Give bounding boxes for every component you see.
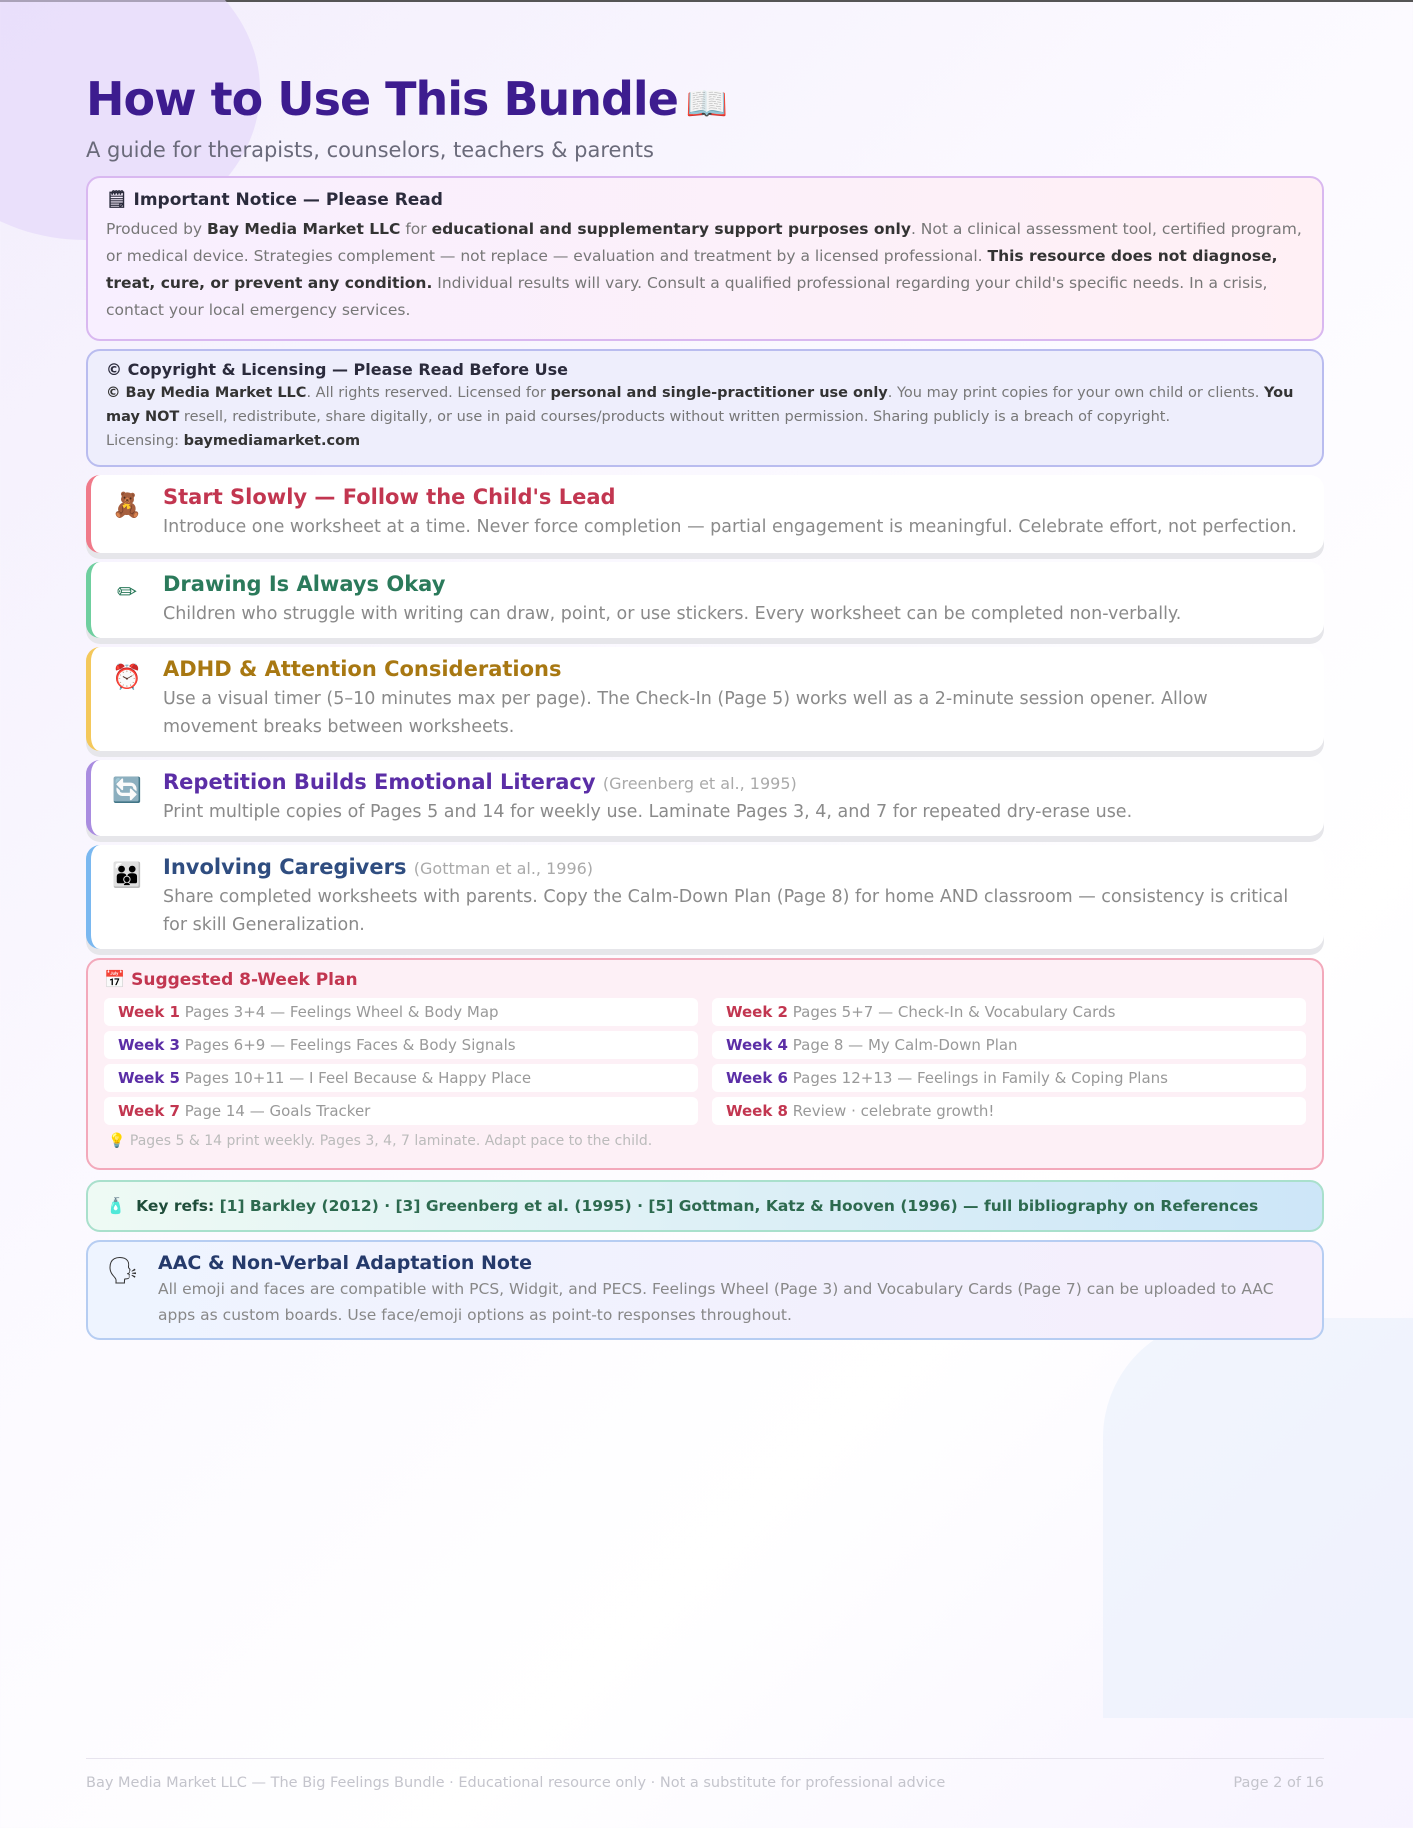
page-title-text: How to Use This Bundle (86, 72, 678, 126)
week-item (712, 998, 1306, 1026)
lightbulb-icon: 💡 (108, 1133, 126, 1149)
teddy-bear-icon: 🧸 (112, 491, 142, 519)
tip-title-text: Involving Caregivers (163, 855, 407, 879)
notice-title-text: Important Notice — Please Read (133, 190, 443, 210)
page-title (86, 72, 727, 126)
copyright-box (86, 349, 1324, 467)
tip-card (86, 475, 1324, 553)
tip-title (163, 572, 1306, 596)
eight-week-plan (86, 958, 1324, 1170)
important-notice (86, 176, 1324, 341)
week-label: Week 6 (726, 1069, 788, 1087)
notice-title (106, 190, 1304, 210)
tip-title-text: Repetition Builds Emotional Literacy (163, 770, 596, 794)
tip-desc: Children who struggle with writing can draw, point, or use stickers. Every worksheet can be completed non-verbally. (163, 604, 1182, 624)
copyright-title: © Copyright & Licensing — Please Read Before Use (106, 360, 569, 379)
week-item (712, 1097, 1306, 1125)
refs-label: Key refs: (136, 1197, 215, 1215)
copyright-text-part: resell, redistribute, share digitally, or use in paid courses/products without written permission. Sharing publicly is a breach of copyright. (179, 409, 1171, 425)
tip-desc: Print multiple copies of Pages 5 and 14 for weekly use. Laminate Pages 3, 4, and 7 for repeated dry-erase use. (163, 802, 1133, 822)
week-desc: Pages 3+4 — Feelings Wheel & Body Map (184, 1003, 499, 1021)
notice-text-part: Individual results will vary. Consult a qualified professional regarding your child's specific needs. In a crisis, contact your local emergency services. (106, 274, 1268, 319)
week-grid (104, 998, 1306, 1125)
copyright-text-part: Licensing: (106, 433, 184, 449)
tip-desc: Introduce one worksheet at a time. Never force completion — partial engagement is meaningful. Celebrate effort, not perfection. (163, 517, 1297, 537)
week-desc: Page 8 — My Calm-Down Plan (792, 1036, 1018, 1054)
week-desc: Review · celebrate growth! (792, 1102, 995, 1120)
week-label: Week 5 (118, 1069, 180, 1087)
aac-note (86, 1240, 1324, 1340)
week-desc: Page 14 — Goals Tracker (184, 1102, 371, 1120)
tip-title (163, 657, 1306, 681)
plan-note (104, 1133, 1306, 1149)
week-desc: Pages 12+13 — Feelings in Family & Coping Plans (792, 1069, 1168, 1087)
page-footer (86, 1758, 1324, 1791)
week-item (712, 1064, 1306, 1092)
plan-note-text: Pages 5 & 14 print weekly. Pages 3, 4, 7 laminate. Adapt pace to the child. (129, 1133, 653, 1149)
copyright-bold: © Bay Media Market LLC (106, 385, 307, 401)
copyright-bold: personal and single-practitioner use only (550, 385, 888, 401)
tip-title (163, 485, 1306, 509)
copyright-text (106, 381, 1304, 453)
tip-card (86, 647, 1324, 751)
week-item (712, 1031, 1306, 1059)
footer-left: Bay Media Market LLC — The Big Feelings Bundle · Educational resource only · Not a substitute for professional advice (86, 1775, 946, 1791)
week-desc: Pages 10+11 — I Feel Because & Happy Place (184, 1069, 532, 1087)
tip-title-text: Start Slowly — Follow the Child's Lead (163, 485, 616, 509)
page-number: Page 2 of 16 (1233, 1775, 1324, 1791)
speaking-head-icon: 🗣 (106, 1256, 140, 1286)
week-label: Week 2 (726, 1003, 788, 1021)
plan-title (104, 970, 1306, 990)
tip-title (163, 770, 1306, 794)
week-item (104, 1097, 698, 1125)
tip-desc: Share completed worksheets with parents. Copy the Calm-Down Plan (Page 8) for home AND classroom — consistency is critical for skill Generalization. (163, 887, 1289, 935)
notice-bold: Bay Media Market LLC (207, 220, 401, 238)
refs-text: [1] Barkley (2012) · [3] Greenberg et al. (1995) · [5] Gottman, Katz & Hooven (1996) — full bibliography on References (219, 1197, 1259, 1215)
week-label: Week 4 (726, 1036, 788, 1054)
notice-text-part: Produced by (106, 220, 208, 238)
tip-cite: (Gottman et al., 1996) (413, 859, 594, 878)
tip-card (86, 562, 1324, 638)
aac-desc: All emoji and faces are compatible with PCS, Widgit, and PECS. Feelings Wheel (Page 3) and Vocabulary Cards (Page 7) can be uploaded to AAC apps as custom boards. Use face/emoji options as point-to responses throughout. (158, 1280, 1274, 1324)
tip-cite: (Greenberg et al., 1995) (602, 774, 797, 793)
week-item (104, 998, 698, 1026)
book-icon: 📖 (685, 84, 728, 124)
repeat-icon: 🔄 (112, 776, 142, 804)
licensing-link[interactable]: baymediamarket.com (183, 433, 361, 449)
calendar-icon: 📅 (104, 970, 126, 990)
page-subtitle: A guide for therapists, counselors, teachers & parents (86, 138, 654, 162)
notice-text-part: . Not a clinical assessment tool, certified program, or medical device. Strategies complement — not replace — evaluation and treatment by a licensed professional. (106, 220, 1302, 265)
pencil-icon: ✏ (116, 578, 138, 606)
week-item (104, 1031, 698, 1059)
aac-title: AAC & Non-Verbal Adaptation Note (158, 1252, 532, 1274)
week-label: Week 3 (118, 1036, 180, 1054)
week-label: Week 7 (118, 1102, 180, 1120)
tip-title-text: Drawing Is Always Okay (163, 572, 446, 596)
decor-blob (1103, 1318, 1413, 1718)
tip-title (163, 855, 1306, 879)
notice-text-part: for (400, 220, 432, 238)
copyright-bold: You may NOT (106, 385, 1294, 425)
week-desc: Pages 6+9 — Feelings Faces & Body Signals (184, 1036, 516, 1054)
week-desc: Pages 5+7 — Check-In & Vocabulary Cards (792, 1003, 1116, 1021)
tip-title-text: ADHD & Attention Considerations (163, 657, 562, 681)
alarm-clock-icon: ⏰ (112, 663, 142, 691)
family-icon: 👪 (112, 861, 142, 889)
week-label: Week 1 (118, 1003, 180, 1021)
week-label: Week 8 (726, 1102, 788, 1120)
tip-card (86, 845, 1324, 949)
copyright-text-part: . You may print copies for your own child or clients. (887, 385, 1264, 401)
bottle-icon: 🧴 (106, 1197, 126, 1215)
plan-title-text: Suggested 8-Week Plan (131, 970, 358, 990)
notepad-icon: 🗒 (106, 190, 128, 210)
notice-bold: educational and supplementary support purposes only (431, 220, 911, 238)
key-refs (86, 1180, 1324, 1232)
week-item (104, 1064, 698, 1092)
tip-card (86, 760, 1324, 836)
tip-desc: Use a visual timer (5–10 minutes max per page). The Check-In (Page 5) works well as a 2-minute session opener. Allow movement breaks between worksheets. (163, 689, 1208, 737)
copyright-text-part: . All rights reserved. Licensed for (306, 385, 551, 401)
notice-bold: This resource does not diagnose, treat, cure, or prevent any condition. (106, 247, 1278, 292)
notice-text (106, 216, 1304, 324)
